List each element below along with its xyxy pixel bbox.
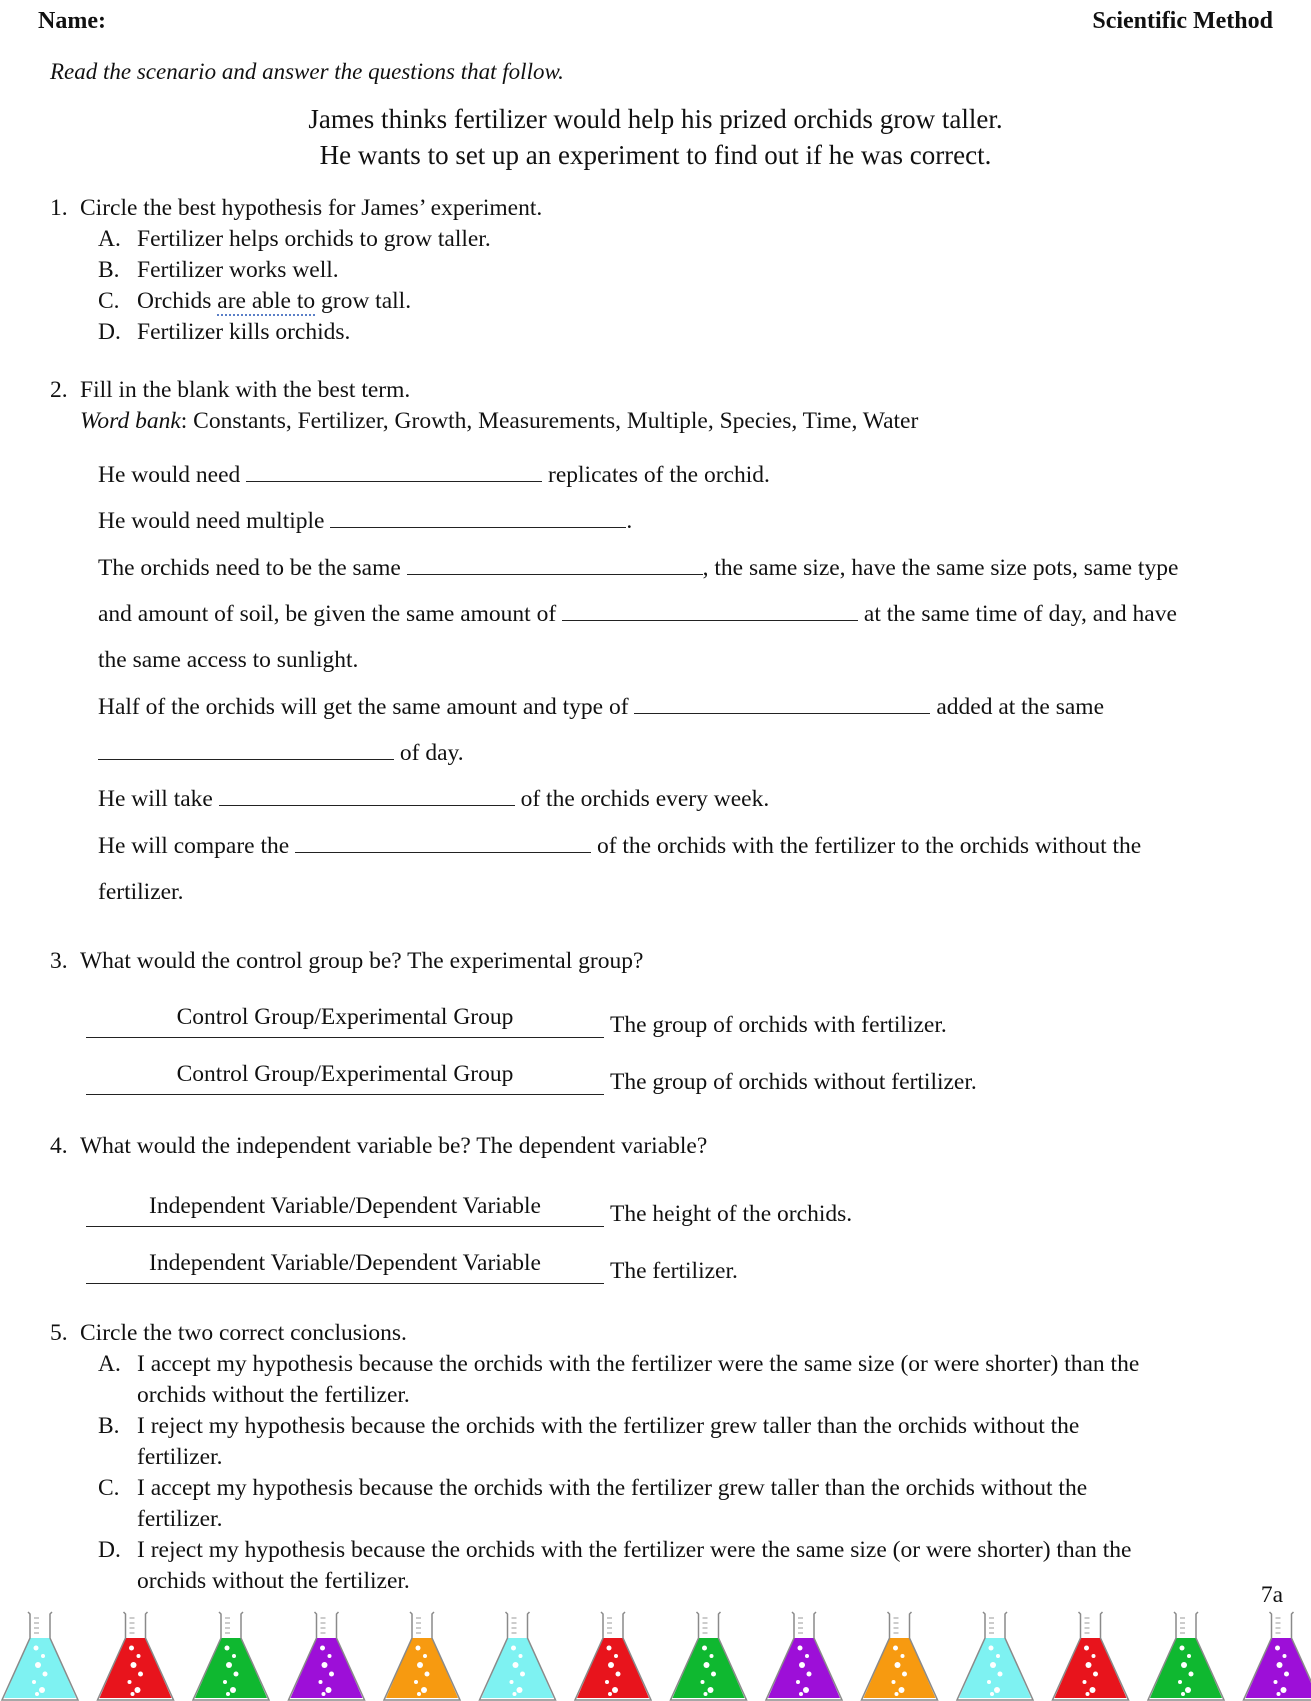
fill-text: and amount of soil, be given the same amount of bbox=[98, 601, 557, 627]
q5-option-b-letter: B. bbox=[98, 1413, 120, 1439]
word-bank-terms: : Constants, Fertilizer, Growth, Measurements, Multiple, Species, Time, Water bbox=[180, 408, 919, 434]
fill-text: He would need multiple bbox=[98, 508, 325, 534]
q5-option-a-line1[interactable]: I accept my hypothesis because the orchids with the fertilizer were the same size (or were shorter) than the bbox=[137, 1351, 1140, 1377]
fill-text: at the same time of day, and have bbox=[863, 601, 1177, 627]
fill-sentence-10: fertilizer. bbox=[98, 879, 184, 905]
scenario-line-1: James thinks fertilizer would help his prized orchids grow taller. bbox=[308, 104, 1003, 134]
fill-text: added at the same bbox=[936, 694, 1105, 720]
fill-sentence-7 bbox=[98, 740, 464, 767]
fill-text: . bbox=[626, 508, 633, 534]
word-bank bbox=[80, 408, 918, 435]
fill-text: The orchids need to be the same bbox=[98, 555, 401, 581]
worksheet-title: Scientific Method bbox=[1092, 8, 1273, 34]
fill-sentence-4 bbox=[98, 601, 1177, 628]
fill-text: He will take bbox=[98, 786, 213, 812]
instructions: Read the scenario and answer the questions that follow. bbox=[50, 59, 564, 84]
flask-icon bbox=[193, 1612, 269, 1700]
flask-icon bbox=[671, 1612, 747, 1700]
q1-option-c-letter: C. bbox=[98, 288, 120, 314]
answer-line bbox=[86, 1226, 604, 1227]
q3-statement-1: The group of orchids with fertilizer. bbox=[610, 1012, 947, 1038]
fill-blank[interactable] bbox=[330, 526, 626, 528]
fill-blank[interactable] bbox=[219, 804, 515, 806]
flask-icon bbox=[862, 1612, 938, 1700]
q2-prompt: Fill in the blank with the best term. bbox=[80, 377, 411, 403]
q4-number: 4. bbox=[50, 1133, 68, 1159]
fill-blank[interactable] bbox=[98, 758, 394, 760]
q3-prompt: What would the control group be? The experimental group? bbox=[80, 948, 644, 974]
fill-blank[interactable] bbox=[562, 619, 858, 621]
fill-sentence-2 bbox=[98, 508, 632, 535]
flask-icon bbox=[384, 1612, 460, 1700]
q4-statement-2: The fertilizer. bbox=[610, 1258, 738, 1284]
page-number: 7a bbox=[1260, 1582, 1283, 1608]
answer-line bbox=[86, 1283, 604, 1284]
flask-icon bbox=[957, 1612, 1033, 1700]
q4-prompt: What would the independent variable be? The dependent variable? bbox=[80, 1133, 708, 1159]
flask-icon bbox=[575, 1612, 651, 1700]
flask-border bbox=[0, 1608, 1311, 1701]
fill-blank[interactable] bbox=[295, 851, 591, 853]
answer-line bbox=[86, 1094, 604, 1095]
fill-text: He will compare the bbox=[98, 833, 290, 859]
flask-icon bbox=[289, 1612, 365, 1700]
fill-text: , the same size, have the same size pots, same type bbox=[702, 555, 1179, 581]
fill-sentence-9 bbox=[98, 833, 1141, 860]
flask-icon bbox=[98, 1612, 174, 1700]
q5-option-d-line1[interactable]: I reject my hypothesis because the orchids with the fertilizer were the same size (or were shorter) than the bbox=[137, 1537, 1132, 1563]
fill-sentence-5: the same access to sunlight. bbox=[98, 647, 359, 673]
q4-statement-1: The height of the orchids. bbox=[610, 1201, 853, 1227]
fill-text: of day. bbox=[399, 740, 464, 766]
q5-option-d-letter: D. bbox=[98, 1537, 121, 1563]
name-label: Name: bbox=[38, 8, 106, 34]
fill-blank[interactable] bbox=[407, 573, 703, 575]
answer-line bbox=[86, 1037, 604, 1038]
q4-answer-1[interactable]: Independent Variable/Dependent Variable bbox=[149, 1193, 541, 1219]
fill-sentence-6 bbox=[98, 694, 1104, 721]
q5-option-b-line1[interactable]: I reject my hypothesis because the orchids with the fertilizer grew taller than the orchids without the bbox=[137, 1413, 1080, 1439]
fill-blank[interactable] bbox=[246, 480, 542, 482]
q1-option-c[interactable] bbox=[137, 288, 411, 315]
q5-option-c-line2[interactable]: fertilizer. bbox=[137, 1506, 223, 1532]
q5-prompt: Circle the two correct conclusions. bbox=[80, 1320, 407, 1346]
q5-option-b-line2[interactable]: fertilizer. bbox=[137, 1444, 223, 1470]
q1-prompt: Circle the best hypothesis for James’ experiment. bbox=[80, 195, 543, 221]
fill-text: replicates of the orchid. bbox=[548, 462, 770, 488]
q3-number: 3. bbox=[50, 948, 68, 974]
fill-sentence-3 bbox=[98, 555, 1178, 582]
flask-icon bbox=[1148, 1612, 1224, 1700]
q5-option-c-letter: C. bbox=[98, 1475, 120, 1501]
q1-option-b-letter: B. bbox=[98, 257, 120, 283]
fill-sentence-8 bbox=[98, 786, 769, 813]
fill-text: He would need bbox=[98, 462, 241, 488]
q1-number: 1. bbox=[50, 195, 68, 221]
q1-option-d[interactable]: Fertilizer kills orchids. bbox=[137, 319, 351, 345]
q2-number: 2. bbox=[50, 377, 68, 403]
q1-option-c-post: grow tall. bbox=[315, 288, 412, 314]
q5-option-d-line2[interactable]: orchids without the fertilizer. bbox=[137, 1568, 410, 1594]
fill-text: of the orchids every week. bbox=[520, 786, 770, 812]
q5-option-c-line1[interactable]: I accept my hypothesis because the orchids with the fertilizer grew taller than the orchids without the bbox=[137, 1475, 1088, 1501]
grammar-underline: are able to bbox=[217, 288, 316, 314]
q5-number: 5. bbox=[50, 1320, 68, 1346]
q1-option-d-letter: D. bbox=[98, 319, 121, 345]
flask-icon bbox=[766, 1612, 842, 1700]
q3-answer-1[interactable]: Control Group/Experimental Group bbox=[176, 1004, 514, 1030]
q1-option-b[interactable]: Fertilizer works well. bbox=[137, 257, 339, 283]
word-bank-label: Word bank bbox=[80, 408, 181, 434]
q5-option-a-line2[interactable]: orchids without the fertilizer. bbox=[137, 1382, 410, 1408]
q1-option-a[interactable]: Fertilizer helps orchids to grow taller. bbox=[137, 226, 491, 252]
q3-statement-2: The group of orchids without fertilizer. bbox=[610, 1069, 977, 1095]
flask-icon bbox=[480, 1612, 556, 1700]
flask-icon bbox=[1053, 1612, 1129, 1700]
fill-blank[interactable] bbox=[634, 712, 930, 714]
flask-icon bbox=[1244, 1612, 1311, 1700]
q1-option-a-letter: A. bbox=[98, 226, 121, 252]
fill-sentence-1 bbox=[98, 462, 770, 489]
q5-option-a-letter: A. bbox=[98, 1351, 121, 1377]
flask-icon bbox=[2, 1612, 78, 1700]
q4-answer-2[interactable]: Independent Variable/Dependent Variable bbox=[149, 1250, 541, 1276]
q3-answer-2[interactable]: Control Group/Experimental Group bbox=[176, 1061, 514, 1087]
q1-option-c-pre: Orchids bbox=[137, 288, 218, 314]
fill-text: Half of the orchids will get the same amount and type of bbox=[98, 694, 629, 720]
fill-text: of the orchids with the fertilizer to the orchids without the bbox=[596, 833, 1142, 859]
scenario-line-2: He wants to set up an experiment to find out if he was correct. bbox=[319, 140, 992, 170]
